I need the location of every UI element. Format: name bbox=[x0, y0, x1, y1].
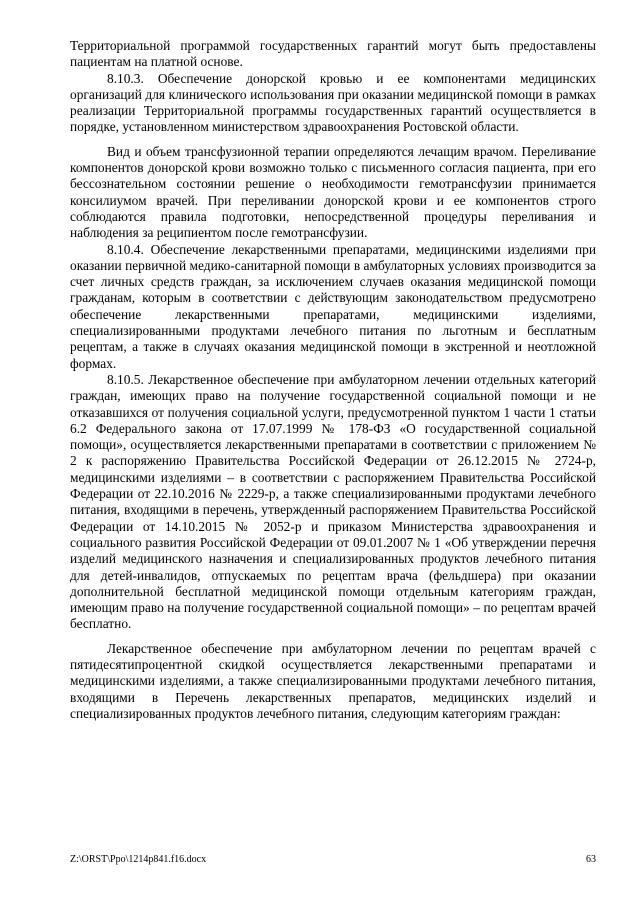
paragraph-discount: Лекарственное обеспечение при амбулаторном лечении по рецептам врачей с пятидесятипроцентной скидкой осуществляется лекарственными препаратами и медицинскими изделиями, а также специализированными продуктами лечебного питания, входящими в Перечень лекарственных препаратов, медицинских изделий и специализированных продуктов лечебного питания, следующим категориям граждан: bbox=[70, 640, 596, 721]
paragraph-8-10-3: 8.10.3. Обеспечение донорской кровью и ее компонентами медицинских организаций для клинического использования при оказании медицинской помощи в рамках реализации Территориальной программы государственных гарантий осуществляется в порядке, установленном министерством здравоохранения Ростовской области. bbox=[70, 70, 596, 135]
paragraph-transfusion: Вид и объем трансфузионной терапии определяются лечащим врачом. Переливание компонентов донорской крови возможно только с письменного согласия пациента, при его бессознательном состоянии решение о необходимости гемотрансфузии принимается консилиумом врачей. При переливании донорской крови и ее компонентов строго соблюдаются правила подготовки, непосредственной процедуры переливания и наблюдения за реципиентом после гемотрансфузии. bbox=[70, 143, 596, 241]
document-page bbox=[70, 38, 596, 722]
paragraph-8-10-5: 8.10.5. Лекарственное обеспечение при амбулаторном лечении отдельных категорий граждан, имеющих право на получение государственной социальной помощи и не отказавшихся от получения социальной услуги, предусмотренной пунктом 1 части 1 статьи 6.2 Федерального закона от 17.07.1999 № 178-ФЗ «О государственной социальной помощи», осуществляется лекарственными препаратами в соответствии с приложением № 2 к распоряжению Правительства Российской Федерации от 26.12.2015 № 2724-р, медицинскими изделиями – в соответствии с распоряжением Правительства Российской Федерации от 22.10.2016 № 2229-р, а также специализированными продуктами лечебного питания, входящими в перечень, утвержденный распоряжением Правительства Российской Федерации от 14.10.2015 № 2052-р и приказом Министерства здравоохранения и социального развития Российской Федерации от 09.01.2007 № 1 «Об утверждении перечня изделий медицинского назначения и специализированных продуктов лечебного питания для детей-инвалидов, отпускаемых по рецептам врача (фельдшера) при оказании дополнительной бесплатной медицинской помощи отдельным категориям граждан, имеющим право на получение государственной социальной помощи» – по рецептам врачей бесплатно. bbox=[70, 371, 596, 632]
page-number: 63 bbox=[586, 854, 596, 865]
paragraph-continuation: Территориальной программой государственных гарантий могут быть предоставлены пациентам на платной основе. bbox=[70, 38, 596, 70]
file-path: Z:\ORST\Ppo\1214p841.f16.docx bbox=[70, 854, 207, 865]
paragraph-8-10-4: 8.10.4. Обеспечение лекарственными препаратами, медицинскими изделиями при оказании первичной медико-санитарной помощи в амбулаторных условиях производится за счет личных средств граждан, за исключением случаев оказания медицинской помощи гражданам, которым в соответствии с действующим законодательством предусмотрено обеспечение лекарственными препаратами, медицинскими изделиями, специализированными продуктами лечебного питания по льготным и бесплатным рецептам, а также в случаях оказания медицинской помощи в экстренной и неотложной формах. bbox=[70, 241, 596, 371]
